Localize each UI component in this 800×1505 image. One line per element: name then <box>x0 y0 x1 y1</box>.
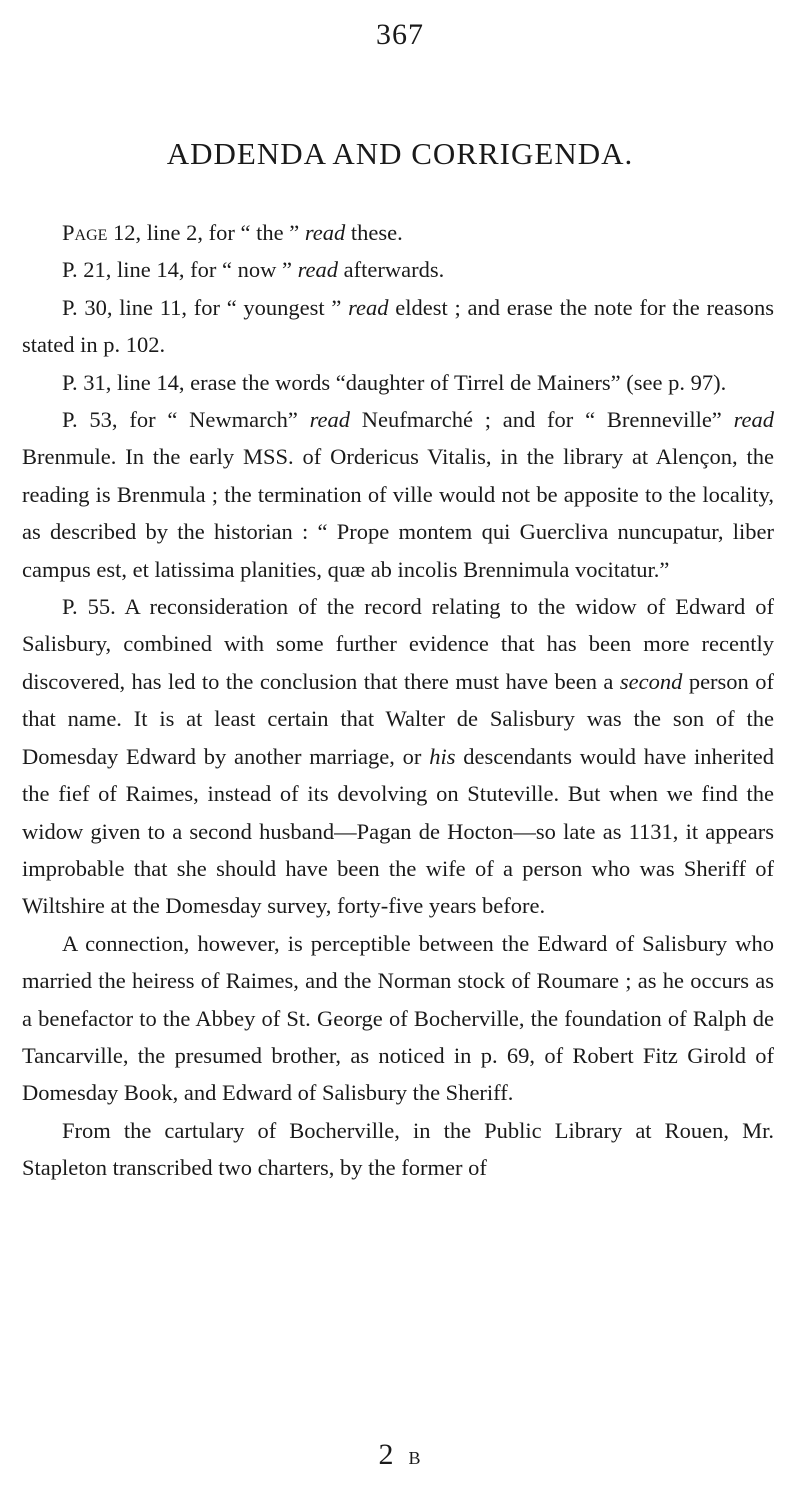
entry-text: P. 31, line 14, erase the words “daughter of Tirrel de Mainers” (see p. 97). <box>62 369 727 395</box>
entry-text: P. 53, for “ Newmarch” <box>62 407 310 433</box>
entry-text: P. 30, line 11, for “ youngest ” <box>62 294 349 320</box>
page-label: Page <box>62 220 108 245</box>
entry-paragraph <box>22 401 774 588</box>
entry-text: Neufmarché ; and for “ Brenneville” <box>350 407 734 433</box>
entry-text: eldest ; and erase the note for the reasons stated in p. 102. <box>22 294 774 358</box>
entry-text: P. 21, line 14, for “ now ” <box>62 257 298 283</box>
entry-paragraph <box>22 364 774 401</box>
entry-paragraph <box>22 1112 774 1187</box>
entry-text: person of that name. It is at least certain that Walter de Salisbury was the son of the Domesday Edward by another marriage, or <box>22 668 774 769</box>
entry-text: Brenmule. In the early MSS. of Ordericus Vitalis, in the library at Alençon, the reading is Brenmula ; the termination of ville would not be apposite to the locality, as described by the historian : “ Prope montem qui Guercliva nuncupatur, liber campus est, et latissima planities, quæ ab incolis Brennimula vocitatur.” <box>22 444 774 582</box>
entry-text: From the cartulary of Bocherville, in the Public Library at Rouen, Mr. Stapleton transcribed two charters, by the former of <box>22 1117 774 1181</box>
entry-paragraph <box>22 925 774 1112</box>
signature-letter: B <box>408 1448 422 1468</box>
read-italic: read <box>733 407 774 433</box>
entry-text: these. <box>345 220 403 245</box>
read-italic: read <box>348 294 389 320</box>
entry-paragraph <box>22 251 774 288</box>
second-italic: second <box>619 668 683 694</box>
signature-number: 2 <box>378 1438 394 1471</box>
page-title: ADDENDA AND CORRIGENDA. <box>166 136 634 171</box>
read-italic: read <box>309 407 351 433</box>
entry-text: descendants would have inherited the fief of Raimes, instead of its devolving on Stuteville. But when we find the widow given to a second husband—Pagan de Hocton—so late as 1131, it appears improbable that she should have been the wife of a person who was Sheriff of Wiltshire at the Domesday survey, forty-five years before. <box>22 743 775 919</box>
entry-paragraph <box>22 588 774 925</box>
page-body <box>22 214 774 1187</box>
entry-text: P. 55. A reconsideration of the record relating to the widow of Edward of Salisbury, combined with some further evidence that has been more recently discovered, has led to the conclusion that there must have been a <box>22 594 774 694</box>
entry-text: afterwards. <box>338 257 445 283</box>
entry-text: 12, line 2, for “ the ” <box>107 220 305 245</box>
signature-mark <box>0 1438 800 1472</box>
entry-text: A connection, however, is perceptible between the Edward of Salisbury who married the heiress of Raimes, and the Norman stock of Roumare ; as he occurs as a benefactor to the Abbey of St. George of Bocherville, the foundation of Ralph de Tancarville, the presumed brother, as noticed in p. 69, of Robert Fitz Girold of Domesday Book, and Edward of Salisbury the Sheriff. <box>22 930 774 1106</box>
entry-paragraph <box>22 289 774 364</box>
read-italic: read <box>304 220 346 245</box>
page-number: 367 <box>376 18 424 51</box>
his-italic: his <box>429 743 456 769</box>
entry-paragraph <box>22 214 774 251</box>
read-italic: read <box>297 257 339 283</box>
